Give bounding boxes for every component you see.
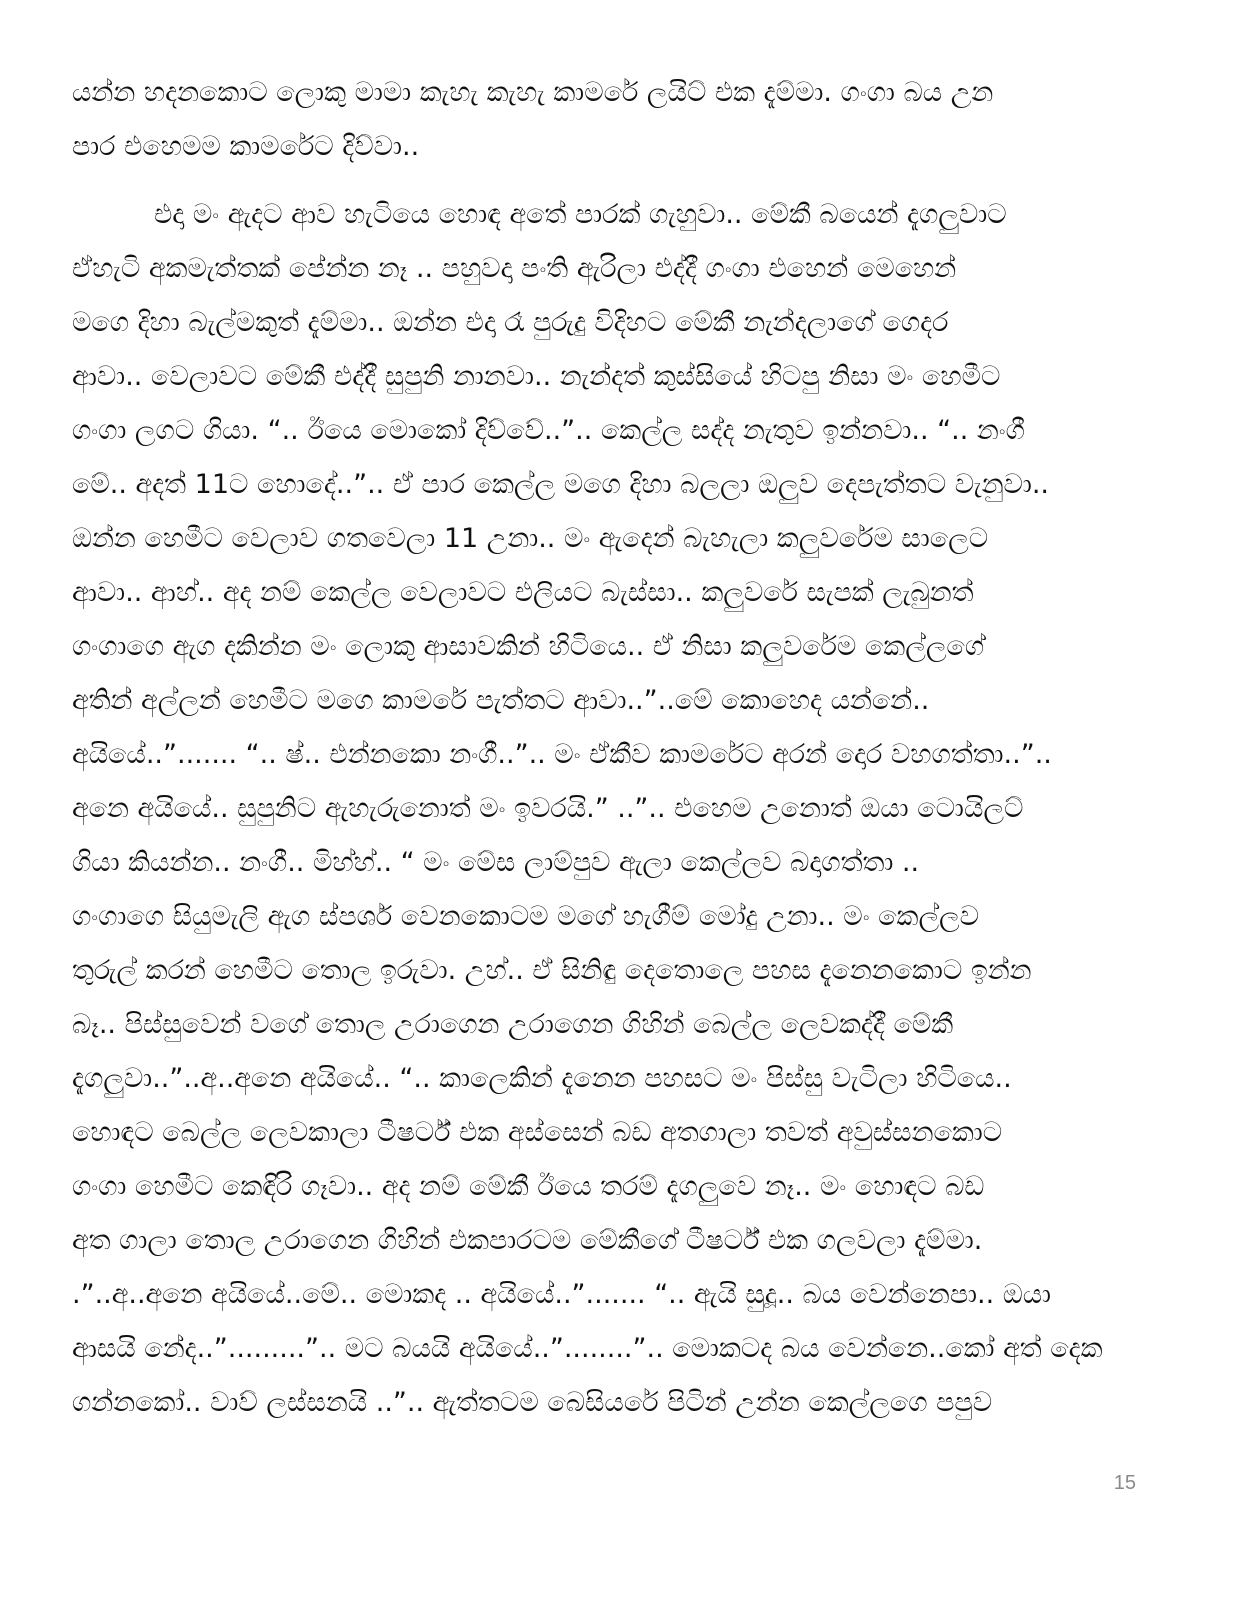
text-line: හොඳට බෙල්ල ලෙවකාලා ටීෂර්ට් එක අස්සෙන් බඩ අතගාලා තවත් අවුස්සනකොට — [72, 1117, 1003, 1148]
text-line: අතින් අල්ලන් හෙමීට මගෙ කාමරේ පැත්තට ආවා..”..මේ කොහෙද යන්නේ.. — [72, 685, 930, 716]
body-text — [72, 66, 1142, 1430]
paragraph — [72, 66, 1142, 174]
text-line: යන්න හදනකොට ලොකු මාමා කැහැ කැහැ කාමරේ ලයිට් එක දැම්මා. ගංගා බය උන — [72, 77, 994, 108]
text-line: මගෙ දිහා බැල්මකුත් දැම්මා.. ඔන්න එදා රෑ පුරුදු විදිහට මේකී නැන්දලාගේ ගෙදර — [72, 307, 949, 338]
text-line: බෑ.. පිස්සුවෙන් වගේ තොල උරාගෙන උරාගෙන ගිහින් බෙල්ල ලෙවකද්දී මේකී — [72, 1009, 954, 1040]
text-line: ගංගාගෙ ඇග දකින්න මං ලොකු ආසාවකින් හිටියෙ.. ඒ නිසා කලුවරේම කෙල්ලගේ — [72, 631, 985, 662]
text-line: ඒහැටි අකමැත්තක් පේන්න නෑ .. පහුවදා පංති ඇරිලා එද්දී ගංගා එහෙන් මෙහෙන් — [72, 253, 957, 284]
text-line: තුරුල් කරන් හෙමීට තොල ඉරුවා. උහ්.. ඒ සිනිඳු දෙතොලෙ පහස දැනෙනකොට ඉන්න — [72, 955, 1032, 986]
text-line: ගියා කියන්න.. නංගී.. මිහ්හ්.. “ මං මේස ලාම්පුව ඇලා කෙල්ලව බදාගත්තා .. — [72, 847, 920, 878]
text-line: .”..අ..අනෙ අයියේ..මේ.. මොකද .. අයියේ..”....... “.. ඇයි සුදූ.. බය වෙන්නෙපා.. ඔයා — [72, 1279, 1052, 1310]
text-line: පාර එහෙමම කාමරේට දිව්වා.. — [72, 131, 420, 162]
text-line: ගන්නකෝ.. වාව් ලස්සනයි ..”.. ඇත්තටම බෙසියරේ පිටින් උන්න කෙල්ලගෙ පපුව — [72, 1387, 993, 1418]
text-line: ආවා.. ආහ්.. අද නම් කෙල්ල වෙලාවට එලියට බැස්සා.. කලුවරේ සැපක් ලැබුනත් — [72, 577, 974, 608]
text-line: ගංගාගෙ සියුමැලි ඇග ස්පර්ශ වෙනකොටම මගේ හැගීම් මෝදු උනා.. මං කෙල්ලව — [72, 901, 980, 932]
text-line: ඔන්න හෙමීට වෙලාව ගතවෙලා 11 උනා.. මං ඇදෙන් බැහැලා කලුවරේම සාලෙට — [72, 523, 989, 554]
paragraph — [72, 188, 1142, 1430]
text-line: දැගලුවා..”..අ..අනෙ අයියේ.. “.. කාලෙකින් දැනෙන පහසට මං පිස්සු වැටිලා හිටියෙ.. — [72, 1063, 1012, 1094]
text-line: ආසයි නේද..”.........”.. මට බයයි අයියේ..”........”.. මොකටද බය වෙන්නෙ..කෝ අත් දෙක — [72, 1333, 1103, 1364]
text-line: අත ගාලා තොල උරාගෙන ගිහින් එකපාරටම මේකීගේ ටීෂර්ට් එක ගලවලා දැම්මා. — [72, 1225, 983, 1256]
text-line: එදා මං ඇදට ආව හැටියෙ හොඳ අතේ පාරක් ගැහුවා.. මේකී බයෙන් දැගලුවාට — [154, 199, 1007, 230]
text-line: අයියේ..”....... “.. ෂ්.. එන්නකො නංගී..”.. මං ඒකීව කාමරේට අරන් දොර වහගත්තා..”.. — [72, 739, 1052, 770]
text-line: මේ.. අදත් 11ට හොදේ..”.. ඒ පාර කෙල්ල මගෙ දිහා බලලා ඔලුව දෙපැත්තට වැනුවා.. — [72, 469, 1050, 500]
text-line: අනෙ අයියේ.. සුපුනිට ඇහැරුනොත් මං ඉවරයි.” ..”.. එහෙම උනොත් ඔයා ටොයිලට් — [72, 793, 1024, 824]
text-line: ගංගා ලගට ගියා. “.. ඊයෙ මොකෝ දිව්වේ..”.. කෙල්ල සද්ද නැතුව ඉන්නවා.. “.. නංගී — [72, 415, 1025, 446]
text-line: ගංගා හෙමීට කෙඳිරි ගෑවා.. අද නම් මේකී ඊයෙ තරම් දැගලුවෙ නෑ.. මං හොඳට බඩ — [72, 1171, 985, 1202]
page-number: 15 — [1113, 1472, 1136, 1494]
text-line: ආවා.. වෙලාවට මේකී එද්දී සුපුනි නානවා.. නැන්දත් කුස්සියේ හිටපු නිසා මං හෙමීට — [72, 361, 1001, 392]
